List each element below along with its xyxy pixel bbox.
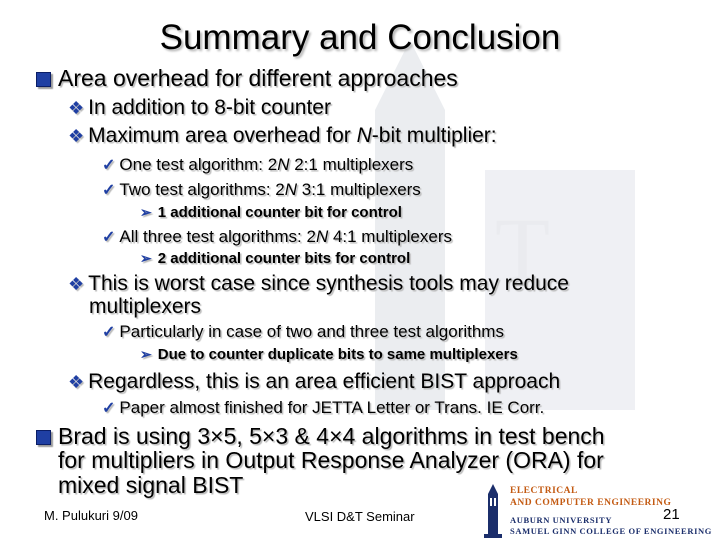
footer-seminar: VLSI D&T Seminar [305,509,415,524]
slide-title: Summary and Conclusion [159,18,561,57]
bullet-all-three-algorithms: ✓ All three test algorithms: 2N 4:1 multiplexers [102,227,452,246]
arrow-bullet-icon: ➢ [140,250,152,266]
auburn-tower-logo-icon [480,484,506,538]
footer-author: M. Pulukuri 9/09 [44,508,138,523]
bullet-brad-cont-2: mixed signal BIST [58,472,244,498]
bullet-worst-case: ❖ This is worst case since synthesis tools may reduce [68,272,569,295]
bullet-regardless: ❖ Regardless, this is an area efficient BIST approach [68,370,561,393]
bullet-max-area-overhead: ❖ Maximum area overhead for N-bit multiplier: [68,124,497,147]
bullet-two-test-algorithms: ✓ Two test algorithms: 2N 3:1 multiplexers [102,180,421,199]
page-number: 21 [663,506,680,523]
diamond-bullet-icon: ❖ [68,274,85,294]
svg-text:T: T [495,201,550,300]
checkmark-bullet-icon: ✓ [102,400,116,417]
bullet-8bit-counter: ❖ In addition to 8-bit counter [68,96,331,119]
bullet-brad-cont-1: for multipliers in Output Response Analyzer (ORA) for [58,447,604,473]
bullet-duplicate-bits: ➢ Due to counter duplicate bits to same multiplexers [140,346,518,363]
logo-text-ece: AND COMPUTER ENGINEERING [510,498,672,508]
bullet-area-overhead: Area overhead for different approaches [36,65,458,92]
bullet-one-additional-bit: ➢ 1 additional counter bit for control [140,204,402,221]
arrow-bullet-icon: ➢ [140,346,152,362]
logo-text-electrical: ELECTRICAL [510,486,578,496]
bullet-brad: Brad is using 3×5, 5×3 & 4×4 algorithms in test bench [36,423,605,450]
diamond-bullet-icon: ❖ [68,98,85,118]
checkmark-bullet-icon: ✓ [102,229,116,246]
checkmark-bullet-icon: ✓ [102,182,116,199]
diamond-bullet-icon: ❖ [68,372,85,392]
logo-text-auburn: AUBURN UNIVERSITY [510,515,613,525]
bullet-particularly: ✓ Particularly in case of two and three test algorithms [102,322,504,341]
diamond-bullet-icon: ❖ [68,126,85,146]
bullet-two-additional-bits: ➢ 2 additional counter bits for control [140,250,411,267]
square-bullet-icon [36,72,51,87]
checkmark-bullet-icon: ✓ [102,157,116,174]
arrow-bullet-icon: ➢ [140,204,152,220]
logo-text-ginn: SAMUEL GINN COLLEGE OF ENGINEERING [510,526,712,536]
checkmark-bullet-icon: ✓ [102,324,116,341]
bullet-one-test-algorithm: ✓ One test algorithm: 2N 2:1 multiplexers [102,155,414,174]
square-bullet-icon [36,430,51,445]
bullet-worst-case-cont: multiplexers [89,295,202,318]
bullet-paper-finished: ✓ Paper almost finished for JETTA Letter or Trans. IE Corr. [102,398,545,417]
